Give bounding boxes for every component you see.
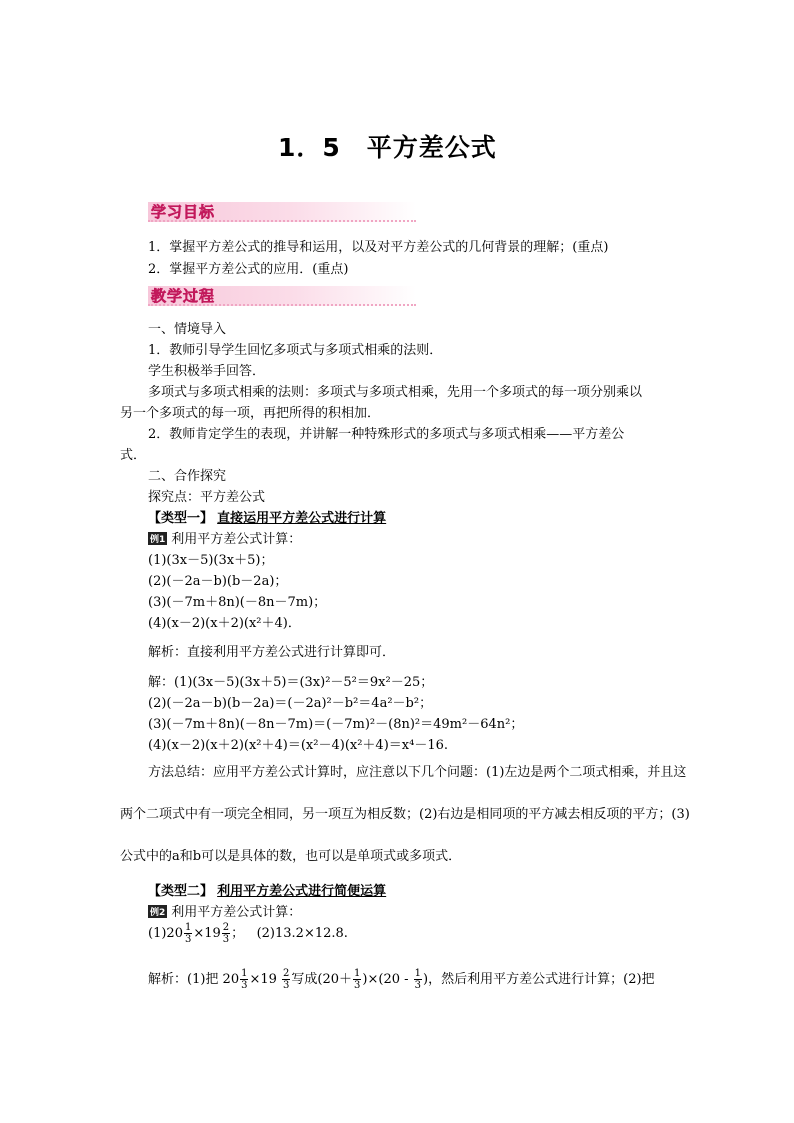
- ex2-q1-whole2: 19: [204, 926, 221, 941]
- type1-title: 直接运用平方差公式进行计算: [217, 511, 387, 526]
- intro-paragraph: 另一个多项式的每一项，再把所得的积相加．: [120, 406, 381, 421]
- page-title: 1．5 平方差公式: [278, 133, 497, 162]
- ex2-analysis-part: ×19: [249, 972, 282, 987]
- ex2-q1-label: (1): [148, 926, 167, 941]
- example1-solution-line: 解：(1)(3x－5)(3x＋5)＝(3x)²－5²＝9x²－25；: [148, 675, 434, 690]
- ex2-q1-times: ×: [193, 926, 205, 941]
- frac-numerator: 2: [283, 968, 290, 979]
- example1-solution-line: (4)(x－2)(x＋2)(x²＋4)＝(x²－4)(x²＋4)＝x⁴－16.: [148, 738, 448, 753]
- example1-badge: 例1: [148, 532, 167, 545]
- ex2-q1-whole1: 20: [166, 926, 183, 941]
- example1-item: (3)(－7m＋8n)(－8n－7m)；: [148, 595, 327, 610]
- analysis-fraction: [414, 968, 422, 991]
- example2-badge: 例2: [148, 905, 167, 918]
- type2-title: 利用平方差公式进行简便运算: [217, 884, 387, 899]
- intro-paragraph: 式．: [120, 448, 147, 463]
- example1-analysis: 解析：直接利用平方差公式进行计算即可．: [148, 645, 396, 660]
- example1-item: (2)(－2a－b)(b－2a)；: [148, 574, 288, 589]
- example1-prompt: 利用平方差公式计算：: [171, 532, 302, 547]
- ex2-q1-fraction1: [184, 922, 192, 945]
- example1-solution-line: (2)(－2a－b)(b－2a)＝(－2a)²－b²＝4a²－b²；: [148, 696, 433, 711]
- frac-denominator: 3: [184, 934, 192, 945]
- frac-denominator: 3: [283, 980, 290, 991]
- frac-denominator: 3: [414, 980, 422, 991]
- example1-item: (4)(x－2)(x＋2)(x²＋4)．: [148, 616, 301, 631]
- example2-analysis: [148, 968, 655, 991]
- ex2-q2: (2)13.2×12.8.: [256, 926, 348, 941]
- intro-paragraph: 2．教师肯定学生的表现，并讲解一种特殊形式的多项式与多项式相乘——平方差公: [148, 427, 625, 442]
- type1-heading: [148, 507, 386, 526]
- example2-prompt: 利用平方差公式计算：: [171, 905, 302, 920]
- example1-item: (1)(3x－5)(3x＋5)；: [148, 553, 274, 568]
- intro-paragraph: 1．教师引导学生回忆多项式与多项式相乘的法则．: [148, 343, 443, 358]
- section-header-process: 教学过程: [151, 287, 216, 305]
- ex2-q1-fraction2: [222, 922, 230, 945]
- ex2-q1-end: ；: [231, 926, 245, 941]
- type1-tag: 【类型一】: [148, 511, 214, 526]
- example2-prompt-line: [148, 901, 301, 920]
- type2-heading: [148, 880, 386, 899]
- section-banner-process: [148, 286, 416, 306]
- analysis-fraction: [282, 968, 290, 991]
- explore-heading: 二、合作探究: [148, 469, 227, 484]
- intro-paragraph: 学生积极举手回答．: [148, 364, 266, 379]
- frac-numerator: 1: [414, 968, 422, 979]
- example1-solution-line: (3)(－7m＋8n)(－8n－7m)＝(－7m)²－(8n)²＝49m²－64n²；: [148, 717, 524, 732]
- ex2-analysis-part: 写成(20＋: [291, 972, 353, 987]
- intro-heading: 一、情境导入: [148, 322, 227, 337]
- frac-numerator: 2: [222, 922, 230, 933]
- method-summary: 方法总结：应用平方差公式计算时，应注意以下几个问题：(1)左边是两个二项式相乘，并且这两个二项式中有一项完全相同，另一项互为相反数；(2)右边是相同项的平方减去相反项的平方；(3)公式中的a和b可以是具体的数，也可以是单项式或多项式．: [120, 765, 690, 864]
- frac-numerator: 1: [241, 968, 248, 979]
- analysis-fraction: [240, 968, 248, 991]
- intro-paragraph: 多项式与多项式相乘的法则：多项式与多项式相乘，先用一个多项式的每一项分别乘以: [148, 385, 643, 400]
- type2-tag: 【类型二】: [148, 884, 214, 899]
- frac-denominator: 3: [354, 980, 361, 991]
- explore-point: 探究点：平方差公式: [148, 490, 266, 505]
- ex2-analysis-part: 解析：(1)把 20: [148, 972, 240, 987]
- frac-numerator: 1: [184, 922, 192, 933]
- ex2-analysis-part: )，然后利用平方差公式进行计算；(2)把: [423, 972, 655, 987]
- goal-item: 2．掌握平方差公式的应用．(重点): [148, 262, 349, 277]
- section-header-goals: 学习目标: [151, 203, 216, 221]
- goal-item: 1．掌握平方差公式的推导和运用，以及对平方差公式的几何背景的理解；(重点): [148, 240, 609, 255]
- frac-numerator: 1: [354, 968, 361, 979]
- frac-denominator: 3: [241, 980, 248, 991]
- example2-questions: [148, 922, 348, 945]
- frac-denominator: 3: [222, 934, 230, 945]
- analysis-fraction: [353, 968, 361, 991]
- section-banner-goals: [148, 202, 416, 222]
- ex2-analysis-part: )×(20 -: [362, 972, 413, 987]
- example1-prompt-line: [148, 528, 301, 547]
